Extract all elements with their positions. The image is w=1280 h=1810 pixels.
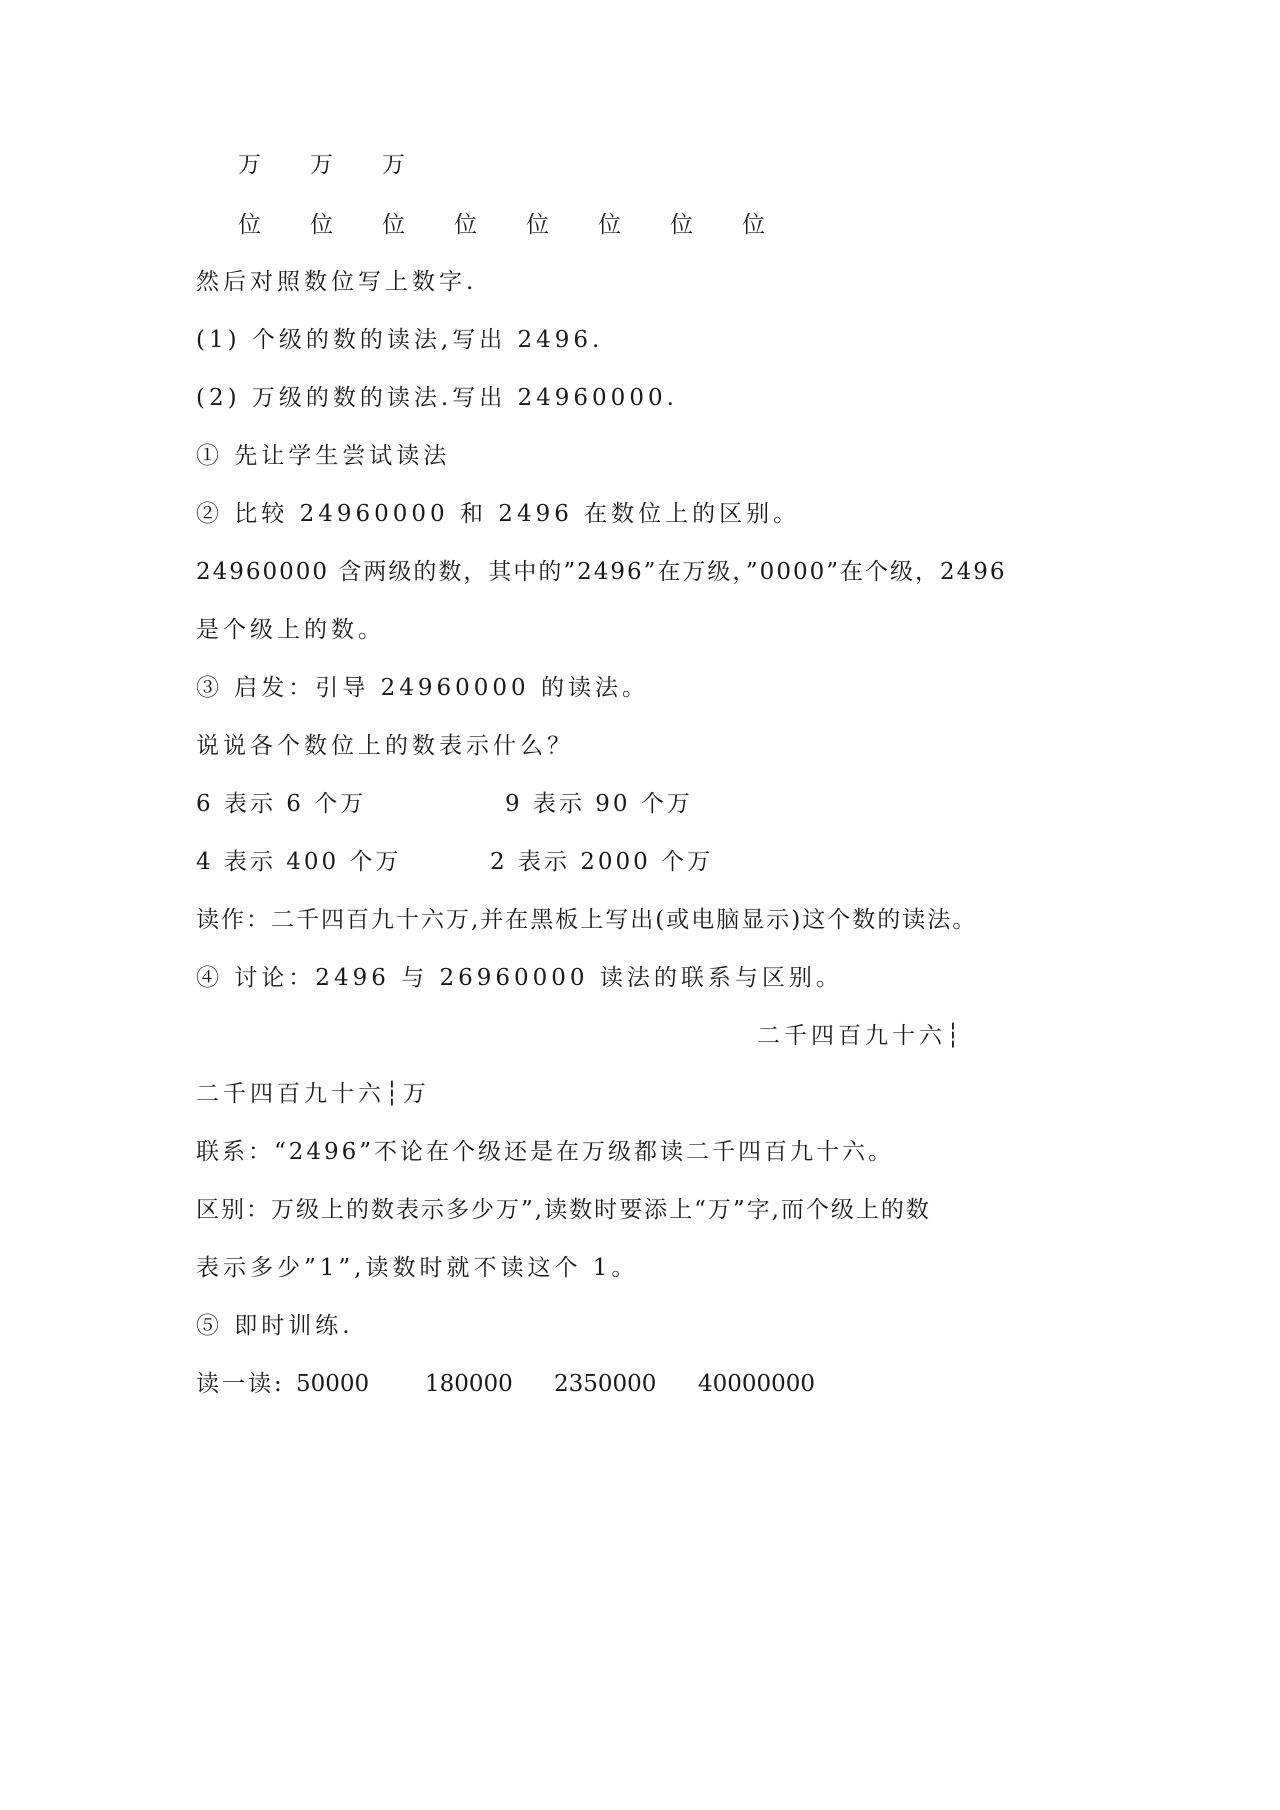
read-as-text: 读作：二千四百九十六万,并在黑板上写出(或电脑显示)这个数的读法。 — [196, 907, 978, 933]
wei-label: 位 — [742, 212, 765, 238]
sub-step-4: ④ 讨论：2496 与 26960000 读法的联系与区别。 — [196, 965, 843, 991]
wan-label: 万 — [310, 152, 333, 178]
sub-step-1: ① 先让学生尝试读法 — [196, 443, 451, 469]
wan-label: 万 — [382, 152, 405, 178]
step-2: (2) 万级的数的读法.写出 24960000. — [196, 385, 678, 411]
practice-number: 2350000 — [554, 1371, 657, 1397]
wei-label: 位 — [670, 212, 693, 238]
wei-label: 位 — [526, 212, 549, 238]
sub-step-5: ⑤ 即时训练. — [196, 1313, 354, 1339]
wei-label: 位 — [454, 212, 477, 238]
meaning-left: 6 表示 6 个万 — [196, 791, 367, 817]
meaning-right: 2 表示 2000 个万 — [490, 849, 714, 875]
wei-label: 位 — [382, 212, 405, 238]
sub-step-3: ③ 启发：引导 24960000 的读法。 — [196, 675, 649, 701]
practice-number: 40000000 — [698, 1371, 816, 1397]
wei-label: 位 — [310, 212, 333, 238]
practice-number: 50000 — [296, 1371, 370, 1397]
meaning-right: 9 表示 90 个万 — [505, 791, 693, 817]
meaning-left: 4 表示 400 个万 — [196, 849, 402, 875]
reading-ge-level: 二千四百九十六┆ — [757, 1023, 964, 1049]
practice-label: 读一读: — [196, 1371, 285, 1397]
wei-label: 位 — [598, 212, 621, 238]
intro-text: 然后对照数位写上数字. — [196, 269, 478, 295]
practice-number: 180000 — [425, 1371, 513, 1397]
difference-line-2: 表示多少”1”,读数时就不读这个 1。 — [196, 1255, 639, 1281]
explanation-line-1: 24960000 含两级的数，其中的”2496”在万级，”0000”在个级，2496 — [196, 559, 1007, 585]
relation-text: 联系：“2496”不论在个级还是在万级都读二千四百九十六。 — [196, 1139, 895, 1165]
sub-step-2: ② 比较 24960000 和 2496 在数位上的区别。 — [196, 501, 801, 527]
wan-label: 万 — [238, 152, 261, 178]
reading-wan-level: 二千四百九十六┆万 — [196, 1081, 430, 1107]
explanation-line-2: 是个级上的数。 — [196, 617, 385, 643]
difference-line-1: 区别：万级上的数表示多少万”,读数时要添上“万”字,而个级上的数 — [196, 1197, 931, 1223]
wei-label: 位 — [238, 212, 261, 238]
question-text: 说说各个数位上的数表示什么？ — [196, 733, 574, 759]
step-1: (1) 个级的数的读法,写出 2496. — [196, 327, 604, 353]
